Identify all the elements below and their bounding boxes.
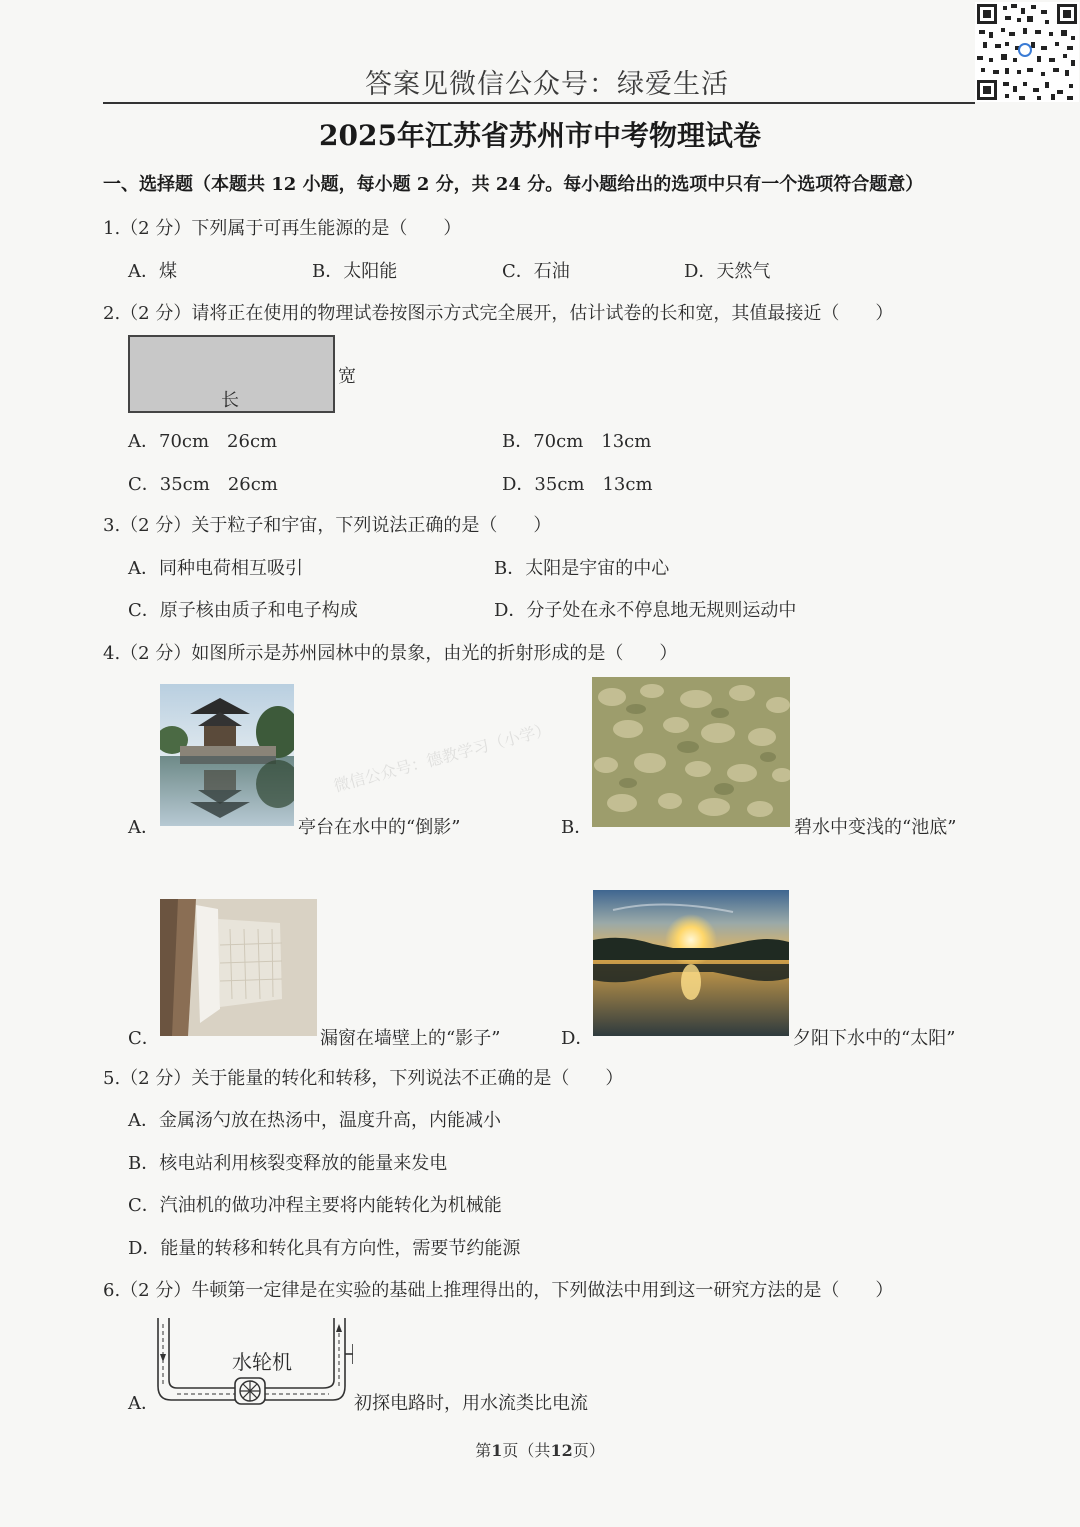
header-notice: 答案见微信公众号：绿爱生活 xyxy=(365,69,729,100)
question-5-stem: 5.（2 分）关于能量的转化和转移，下列说法不正确的是（ ） xyxy=(103,1068,624,1089)
question-1-stem: 1.（2 分）下列属于可再生能源的是（ ） xyxy=(103,218,462,239)
q1-option-c: C．石油 xyxy=(502,261,570,282)
q3-option-a: A．同种电荷相互吸引 xyxy=(128,558,303,579)
q3-option-b: B．太阳是宇宙的中心 xyxy=(494,558,670,579)
figure-width-label: 宽 xyxy=(338,366,356,387)
q4-option-b-letter: B． xyxy=(561,817,593,838)
q3-option-d: D．分子处在永不停息地无规则运动中 xyxy=(494,600,797,621)
q5-option-a: A．金属汤勺放在热汤中，温度升高，内能减小 xyxy=(128,1110,501,1131)
q2-option-d: D．35cm 13cm xyxy=(502,474,653,495)
footer-suffix: 页） xyxy=(572,1441,605,1460)
pond-bottom-image xyxy=(592,677,790,827)
watermark: 微信公众号：德教学习（小学） xyxy=(331,719,553,796)
q3-option-c: C．原子核由质子和电子构成 xyxy=(128,600,358,621)
q6-option-a-caption: 初探电路时，用水流类比电流 xyxy=(354,1393,588,1414)
water-turbine-label: 水轮机 xyxy=(232,1350,292,1374)
footer-prefix: 第 xyxy=(475,1441,492,1460)
question-3-stem: 3.（2 分）关于粒子和宇宙，下列说法正确的是（ ） xyxy=(103,515,552,536)
q4-option-a-caption: 亭台在水中的“倒影” xyxy=(298,817,461,838)
q5-option-c: C．汽油机的做功冲程主要将内能转化为机械能 xyxy=(128,1195,502,1216)
section-heading: 一、选择题（本题共 12 小题，每小题 2 分，共 24 分。每小题给出的选项中只有一个选项符合题意） xyxy=(103,174,924,195)
q1-option-d: D．天然气 xyxy=(684,261,771,282)
figure-length-label: 长 xyxy=(221,390,239,411)
page-footer xyxy=(0,1438,1080,1461)
q4-option-a-letter: A． xyxy=(128,817,159,838)
window-shadow-image xyxy=(160,899,317,1036)
footer-total-pages: 12 xyxy=(550,1441,573,1460)
q1-option-a: A．煤 xyxy=(128,261,177,282)
q5-option-d: D．能量的转移和转化具有方向性，需要节约能源 xyxy=(128,1238,521,1259)
question-4-stem: 4.（2 分）如图所示是苏州园林中的景象，由光的折射形成的是（ ） xyxy=(103,643,678,664)
q1-option-b: B．太阳能 xyxy=(312,261,398,282)
q2-option-a: A．70cm 26cm xyxy=(128,431,278,452)
question-6-stem: 6.（2 分）牛顿第一定律是在实验的基础上推理得出的，下列做法中用到这一研究方法的是（ ） xyxy=(103,1280,894,1301)
q4-option-d-caption: 夕阳下水中的“太阳” xyxy=(793,1028,956,1049)
q2-option-b: B．70cm 13cm xyxy=(502,431,652,452)
q6-option-a-letter: A． xyxy=(128,1393,159,1414)
pavilion-reflection-image xyxy=(160,684,294,826)
q4-option-c-caption: 漏窗在墙壁上的“影子” xyxy=(320,1028,501,1049)
q4-option-c-letter: C． xyxy=(128,1028,160,1049)
q4-option-b-caption: 碧水中变浅的“池底” xyxy=(794,817,957,838)
footer-page-number: 1 xyxy=(491,1441,503,1460)
q2-option-c: C．35cm 26cm xyxy=(128,474,278,495)
qr-code xyxy=(975,2,1079,102)
q4-option-d-letter: D． xyxy=(561,1028,594,1049)
footer-mid: 页（共 xyxy=(502,1441,551,1460)
question-2-stem: 2.（2 分）请将正在使用的物理试卷按图示方式完全展开，估计试卷的长和宽，其值最接近（ ） xyxy=(103,303,894,324)
sunset-reflection-image xyxy=(593,890,789,1036)
header-rule xyxy=(103,102,975,104)
page-title: 2025年江苏省苏州市中考物理试卷 xyxy=(319,119,761,152)
q5-option-b: B．核电站利用核裂变释放的能量来发电 xyxy=(128,1153,448,1174)
